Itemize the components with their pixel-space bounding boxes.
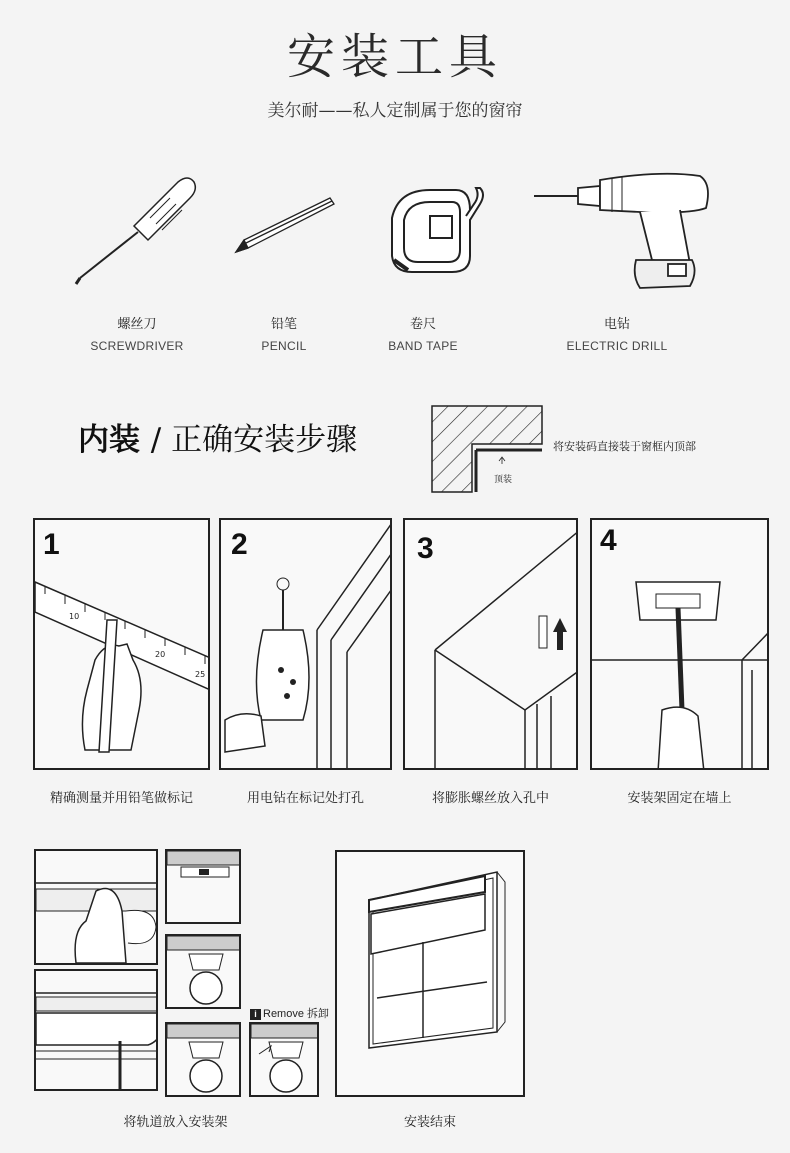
step-panel-4: [590, 518, 769, 770]
step-number: 4: [600, 524, 617, 557]
step-caption-1: 精确测量并用铅笔做标记: [49, 791, 193, 806]
bracket-detail-2: [165, 934, 241, 1009]
drill-illustration: [221, 520, 392, 770]
tool-label-tape-en: BAND TAPE: [388, 339, 458, 353]
tool-label-pencil-en: PENCIL: [261, 339, 307, 353]
tools-illustration: [0, 160, 790, 300]
bracket-detail-1: [165, 849, 241, 924]
step-panel-1: [33, 518, 210, 770]
tool-label-drill: 电钻: [603, 317, 630, 332]
rail-panel-bottom: [34, 969, 158, 1091]
tool-label-screwdriver: 螺丝刀: [117, 317, 157, 332]
bracket-remove-illustration: [251, 1024, 319, 1097]
step-number: 1: [43, 528, 60, 561]
tape-measure-icon: [392, 188, 483, 272]
diagram-label: 顶装: [494, 475, 513, 485]
section-title-rest: / 正确安装步骤: [150, 422, 358, 458]
finished-window-illustration: [337, 852, 525, 1097]
ruler-mark: 20: [155, 650, 166, 659]
bracket-clip-illustration: [167, 936, 241, 1009]
section-title: [78, 414, 357, 459]
electric-drill-icon: [534, 174, 708, 288]
info-icon: i: [250, 1009, 261, 1020]
remove-label: [250, 1005, 329, 1021]
finish-caption: 安装结束: [403, 1115, 456, 1130]
bracket-rail-illustration: [167, 851, 241, 924]
step-panel-3: [403, 518, 578, 770]
step-panel-2: [219, 518, 392, 770]
bracket-lock-illustration: [167, 1024, 241, 1097]
step-number: 2: [231, 528, 248, 561]
pencil-icon: [236, 198, 334, 252]
tool-label-tape: 卷尺: [409, 317, 436, 332]
bracket-illustration: [592, 520, 769, 770]
diagram-note: 将安装码直接装于窗框内顶部: [553, 440, 696, 453]
step-number: 3: [417, 532, 434, 565]
step-caption-4: 安装架固定在墙上: [627, 791, 732, 806]
page-subtitle: 美尔耐——私人定制属于您的窗帘: [267, 101, 523, 121]
measure-illustration: [35, 520, 210, 770]
tool-label-screwdriver-en: SCREWDRIVER: [90, 339, 184, 353]
section-title-bold: 内装: [78, 422, 140, 458]
finished-panel: [335, 850, 525, 1097]
anchor-illustration: [405, 520, 578, 770]
tool-label-pencil: 铅笔: [270, 317, 297, 332]
rail-insert-illustration: [36, 851, 158, 965]
page-title: 安装工具: [286, 29, 503, 85]
bracket-detail-3: [165, 1022, 241, 1097]
rail-panel-top: [34, 849, 158, 965]
screwdriver-icon: [76, 178, 195, 284]
ruler-mark: 10: [69, 612, 80, 621]
rail-caption: 将轨道放入安装架: [123, 1115, 228, 1130]
bracket-detail-remove: [249, 1022, 319, 1097]
step-caption-3: 将膨胀螺丝放入孔中: [431, 791, 549, 806]
remove-text: Remove 拆卸: [263, 1008, 330, 1020]
ruler-mark: 25: [195, 670, 206, 679]
tool-label-drill-en: ELECTRIC DRILL: [566, 339, 668, 353]
step-caption-2: 用电钻在标记处打孔: [246, 791, 364, 806]
rail-mounted-illustration: [36, 971, 158, 1091]
